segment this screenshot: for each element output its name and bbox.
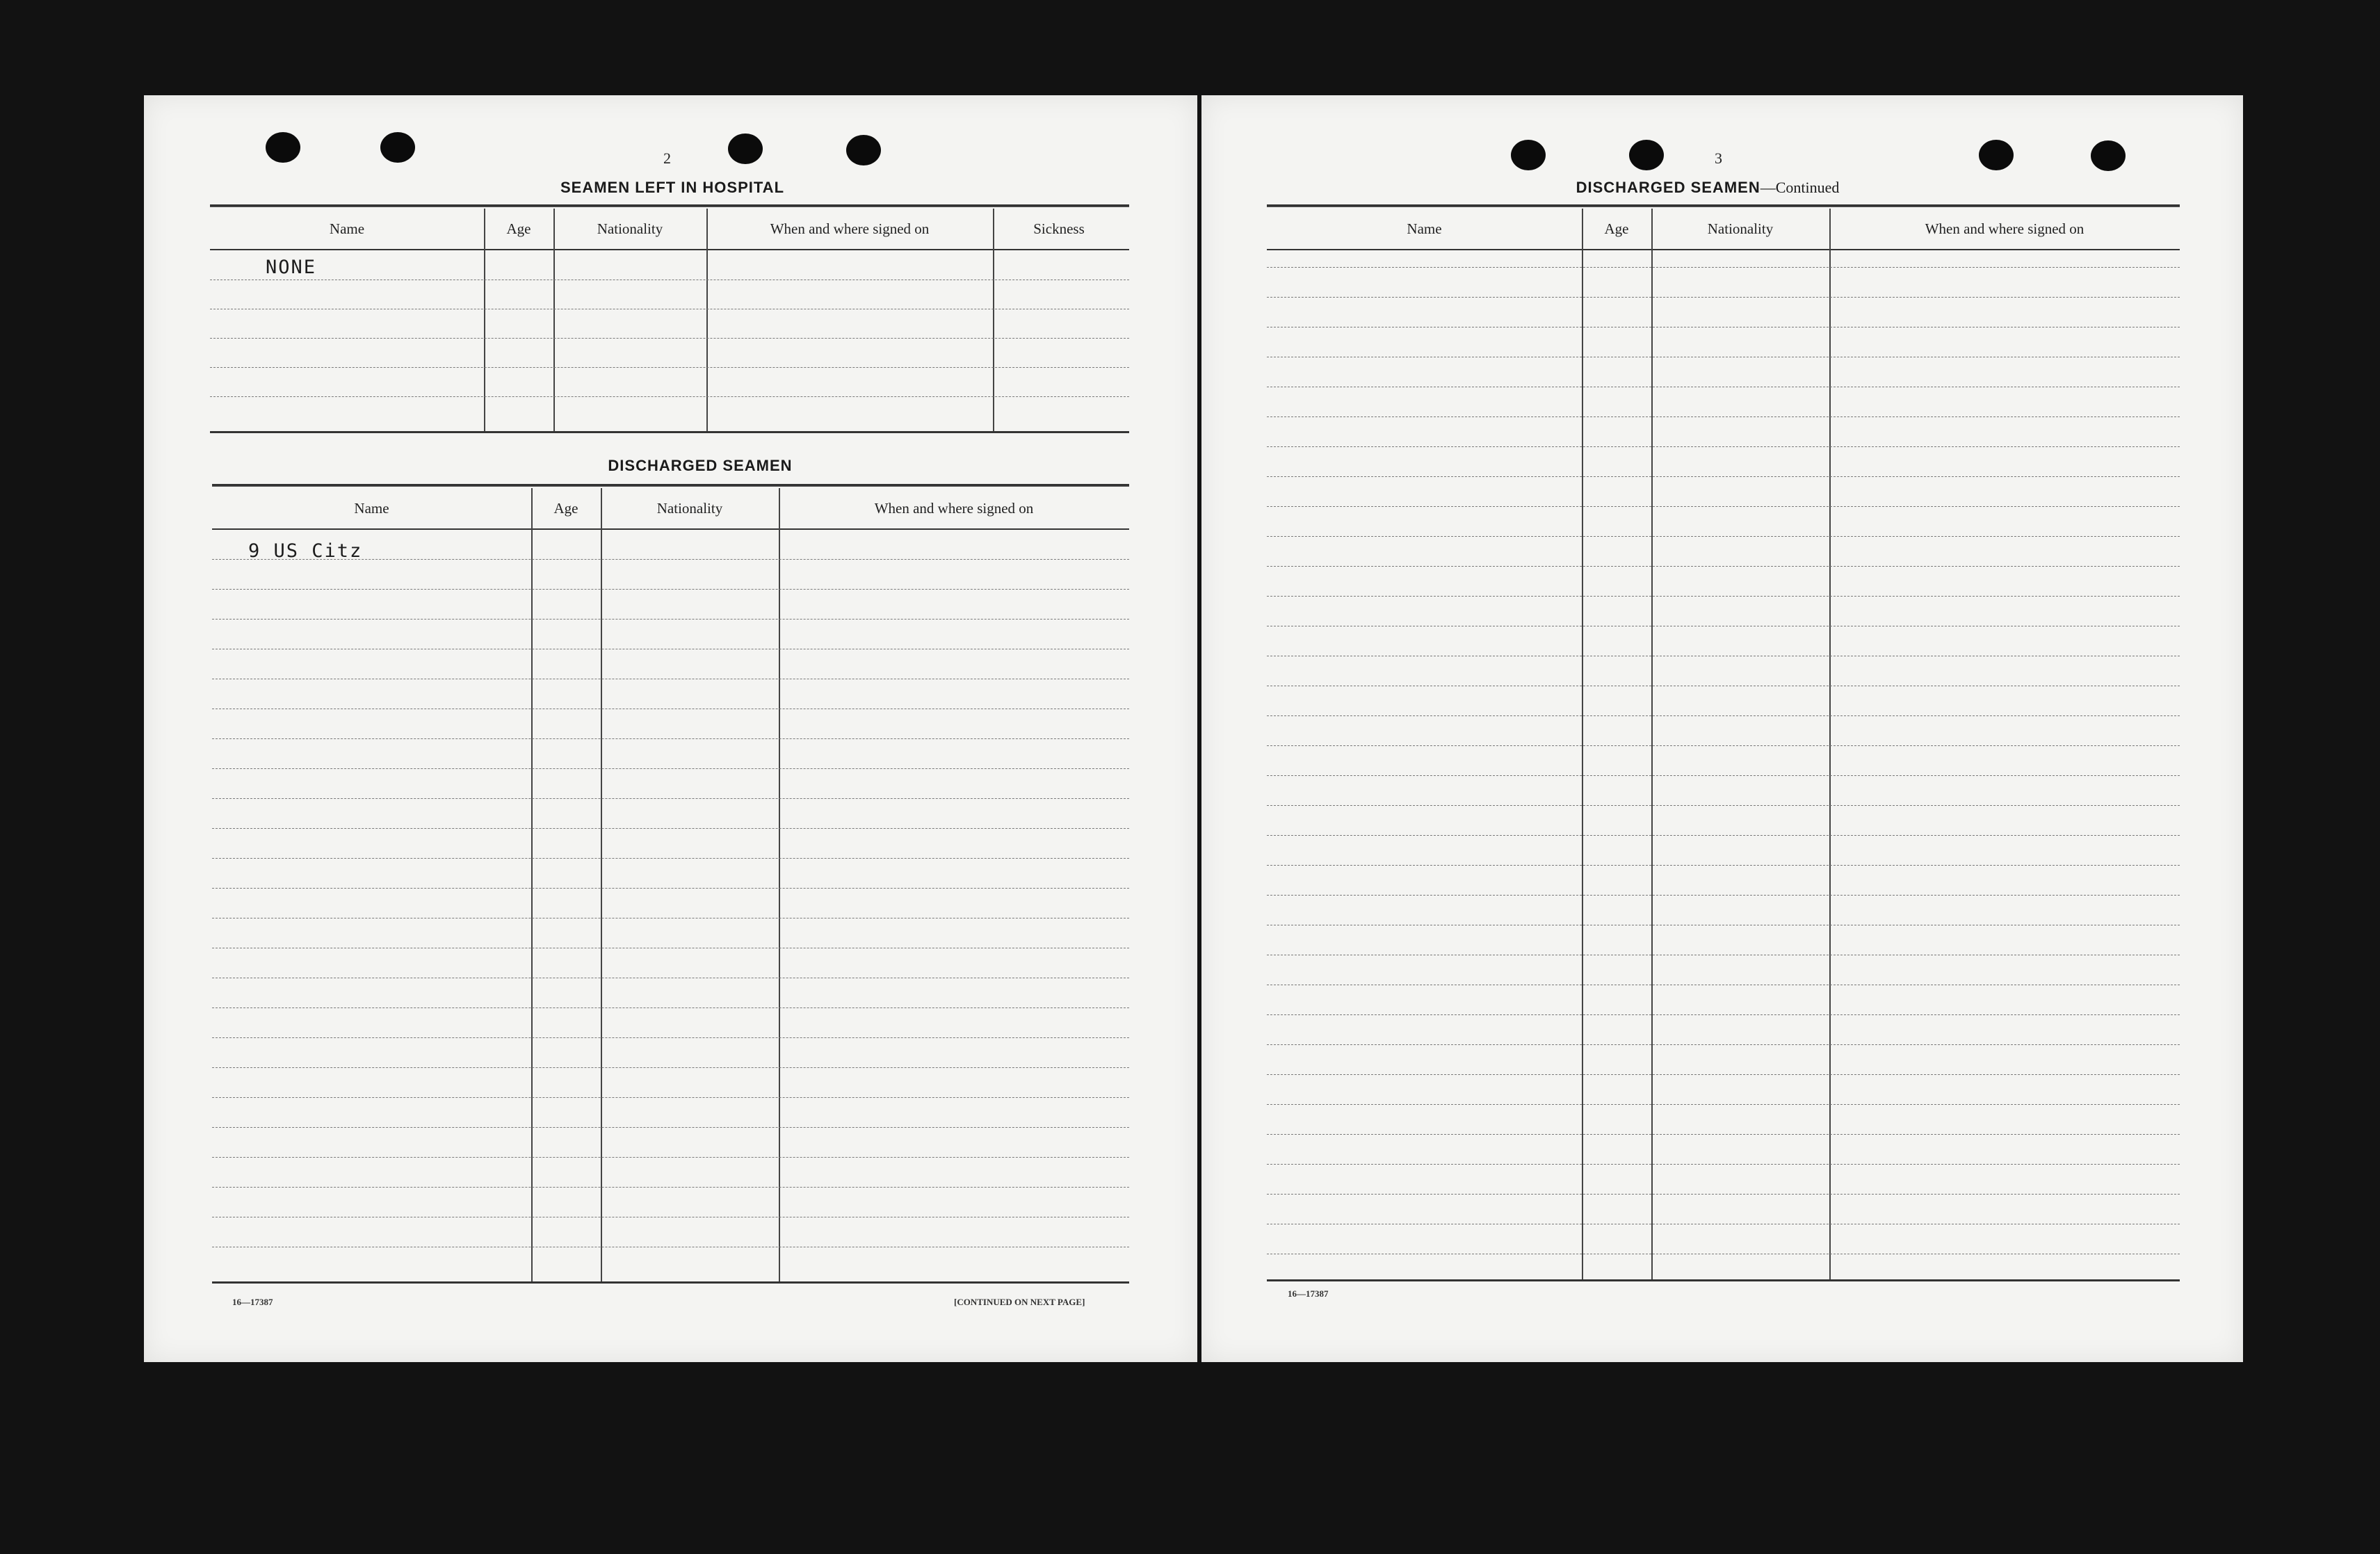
column-header-signed-on: When and where signed on [1925, 220, 2084, 237]
discharged-entry-name: 9 US Citz [248, 540, 363, 562]
column-header-age: Age [553, 499, 578, 517]
page-number: 3 [1715, 149, 1722, 167]
discharged-continued-table [1267, 204, 2180, 1386]
continued-note: [CONTINUED ON NEXT PAGE] [954, 1297, 1085, 1307]
discharged-continued-title [1534, 179, 1881, 197]
column-header-sickness: Sickness [1033, 220, 1085, 237]
hospital-table-header [210, 209, 1129, 250]
punch-hole [1511, 140, 1546, 170]
discharged-table [212, 484, 1129, 1388]
column-header-age: Age [506, 220, 531, 237]
punch-hole [380, 132, 415, 163]
punch-hole [1979, 140, 2014, 170]
column-header-signed-on: When and where signed on [874, 499, 1034, 517]
column-header-nationality: Nationality [656, 499, 723, 517]
punch-hole [1629, 140, 1664, 170]
column-header-name: Name [354, 499, 389, 517]
punch-hole [266, 132, 300, 163]
column-header-name: Name [1407, 220, 1442, 237]
discharged-section-title: DISCHARGED SEAMEN [608, 457, 793, 474]
punch-hole [728, 133, 763, 164]
discharged-continued-title-main: DISCHARGED SEAMEN [1576, 179, 1760, 196]
punch-hole [846, 135, 881, 165]
column-header-age: Age [1604, 220, 1629, 237]
page-number: 2 [663, 149, 671, 167]
punch-hole [2091, 140, 2126, 171]
discharged-table-header [212, 488, 1129, 530]
discharged-continued-suffix: —Continued [1760, 179, 1840, 196]
column-header-name: Name [329, 220, 365, 237]
left-form-page [144, 95, 1197, 1362]
column-header-signed-on: When and where signed on [770, 220, 930, 237]
right-form-page [1201, 95, 2243, 1362]
discharged-continued-table-header [1267, 209, 2180, 250]
column-header-nationality: Nationality [597, 220, 663, 237]
hospital-entry-name: NONE [266, 257, 317, 278]
form-number: 16—17387 [232, 1297, 273, 1307]
column-header-nationality: Nationality [1707, 220, 1774, 237]
hospital-section-title: SEAMEN LEFT IN HOSPITAL [560, 179, 785, 196]
form-number: 16—17387 [1288, 1288, 1329, 1299]
